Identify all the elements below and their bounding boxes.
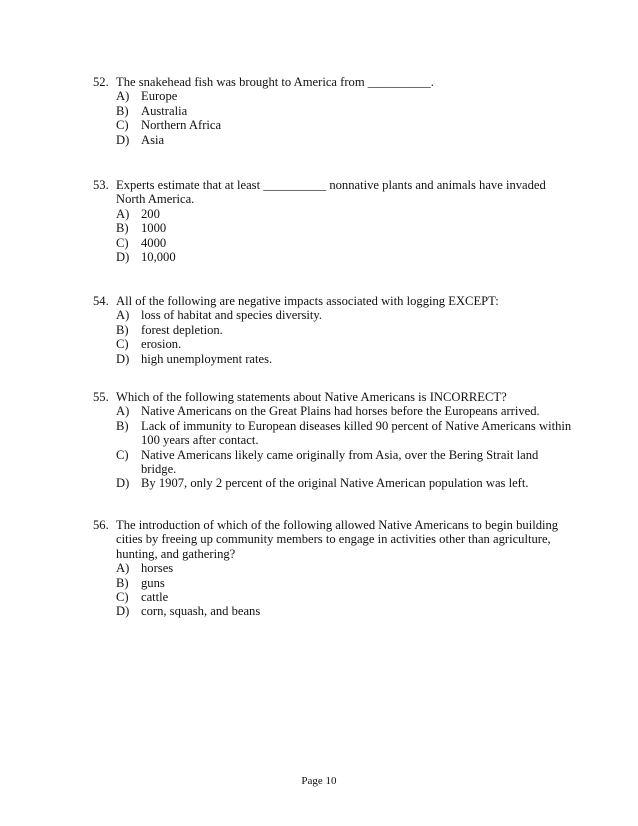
option-text: high unemployment rates. (141, 351, 273, 366)
option-text: cattle (141, 590, 169, 605)
question-53 (93, 178, 573, 264)
option-text: 200 (141, 206, 160, 221)
option-text: Lack of immunity to European diseases killed 90 percent of Native Americans within 100 years after contact. (141, 418, 572, 448)
option-letter: C) (116, 590, 129, 605)
answer-option-a (93, 308, 573, 322)
question-number: 55. (93, 390, 109, 404)
option-letter: D) (116, 250, 130, 265)
option-letter: A) (116, 308, 130, 323)
answer-option-a (93, 561, 573, 575)
answer-option-c (93, 118, 573, 132)
answer-option-d (93, 476, 573, 490)
option-text: 1000 (141, 221, 167, 236)
option-text: horses (141, 561, 174, 576)
option-letter: B) (116, 418, 129, 433)
answer-option-d (93, 604, 573, 618)
option-text: guns (141, 575, 165, 590)
option-letter: B) (116, 322, 129, 337)
option-text: forest depletion. (141, 322, 223, 337)
option-letter: C) (116, 235, 129, 250)
answer-option-d (93, 133, 573, 147)
option-text: 4000 (141, 235, 167, 250)
answer-options (93, 308, 573, 366)
option-letter: D) (116, 476, 130, 491)
question-number: 56. (93, 518, 109, 532)
question-54 (93, 294, 573, 366)
question-56 (93, 518, 573, 619)
option-letter: D) (116, 351, 130, 366)
question-stem (93, 390, 573, 404)
answer-option-c (93, 590, 573, 604)
option-letter: D) (116, 132, 130, 147)
question-stem (93, 518, 573, 561)
question-55 (93, 390, 573, 491)
option-text: Northern Africa (141, 118, 222, 133)
answer-option-c (93, 337, 573, 351)
option-letter: A) (116, 561, 130, 576)
option-text: Europe (141, 89, 178, 104)
question-stem (93, 294, 573, 308)
question-text: Which of the following statements about Native Americans is INCORRECT? (116, 390, 507, 404)
question-52 (93, 75, 573, 147)
question-text: All of the following are negative impacts associated with logging EXCEPT: (116, 294, 499, 308)
answer-option-b (93, 576, 573, 590)
option-letter: A) (116, 404, 130, 419)
option-text: Asia (141, 132, 165, 147)
option-letter: C) (116, 447, 129, 462)
option-text: 10,000 (141, 250, 176, 265)
answer-options (93, 404, 573, 490)
page-number: Page 10 (301, 775, 337, 787)
option-letter: C) (116, 118, 129, 133)
option-letter: B) (116, 575, 129, 590)
question-stem (93, 178, 573, 207)
answer-options (93, 207, 573, 265)
option-text: corn, squash, and beans (141, 604, 261, 619)
option-text: loss of habitat and species diversity. (141, 308, 323, 323)
answer-option-a (93, 404, 573, 418)
option-text: Native Americans likely came originally from Asia, over the Bering Strait land bridge. (141, 447, 539, 477)
answer-option-d (93, 352, 573, 366)
option-text: Australia (141, 103, 188, 118)
question-number: 52. (93, 75, 109, 89)
option-letter: B) (116, 103, 129, 118)
answer-option-a (93, 89, 573, 103)
answer-option-a (93, 207, 573, 221)
answer-options (93, 561, 573, 619)
option-letter: A) (116, 89, 130, 104)
question-text: Experts estimate that at least __________ nonnative plants and animals have invaded North America. (116, 178, 546, 207)
option-text: erosion. (141, 337, 182, 352)
question-number: 54. (93, 294, 109, 308)
answer-option-c (93, 236, 573, 250)
question-number: 53. (93, 178, 109, 192)
option-letter: B) (116, 221, 129, 236)
option-letter: D) (116, 604, 130, 619)
option-text: Native Americans on the Great Plains had horses before the Europeans arrived. (141, 404, 540, 419)
answer-options (93, 89, 573, 147)
option-letter: A) (116, 206, 130, 221)
question-text: The introduction of which of the following allowed Native Americans to begin building cities by freeing up community members to engage in activities other than agriculture, hunting, and gathering? (116, 518, 559, 561)
answer-option-b (93, 323, 573, 337)
answer-option-b (93, 104, 573, 118)
answer-option-c (93, 448, 573, 477)
question-stem (93, 75, 573, 89)
answer-option-b (93, 221, 573, 235)
question-text: The snakehead fish was brought to America from __________. (116, 75, 434, 89)
option-letter: C) (116, 337, 129, 352)
option-text: By 1907, only 2 percent of the original Native American population was left. (141, 476, 529, 491)
answer-option-d (93, 250, 573, 264)
answer-option-b (93, 419, 573, 448)
